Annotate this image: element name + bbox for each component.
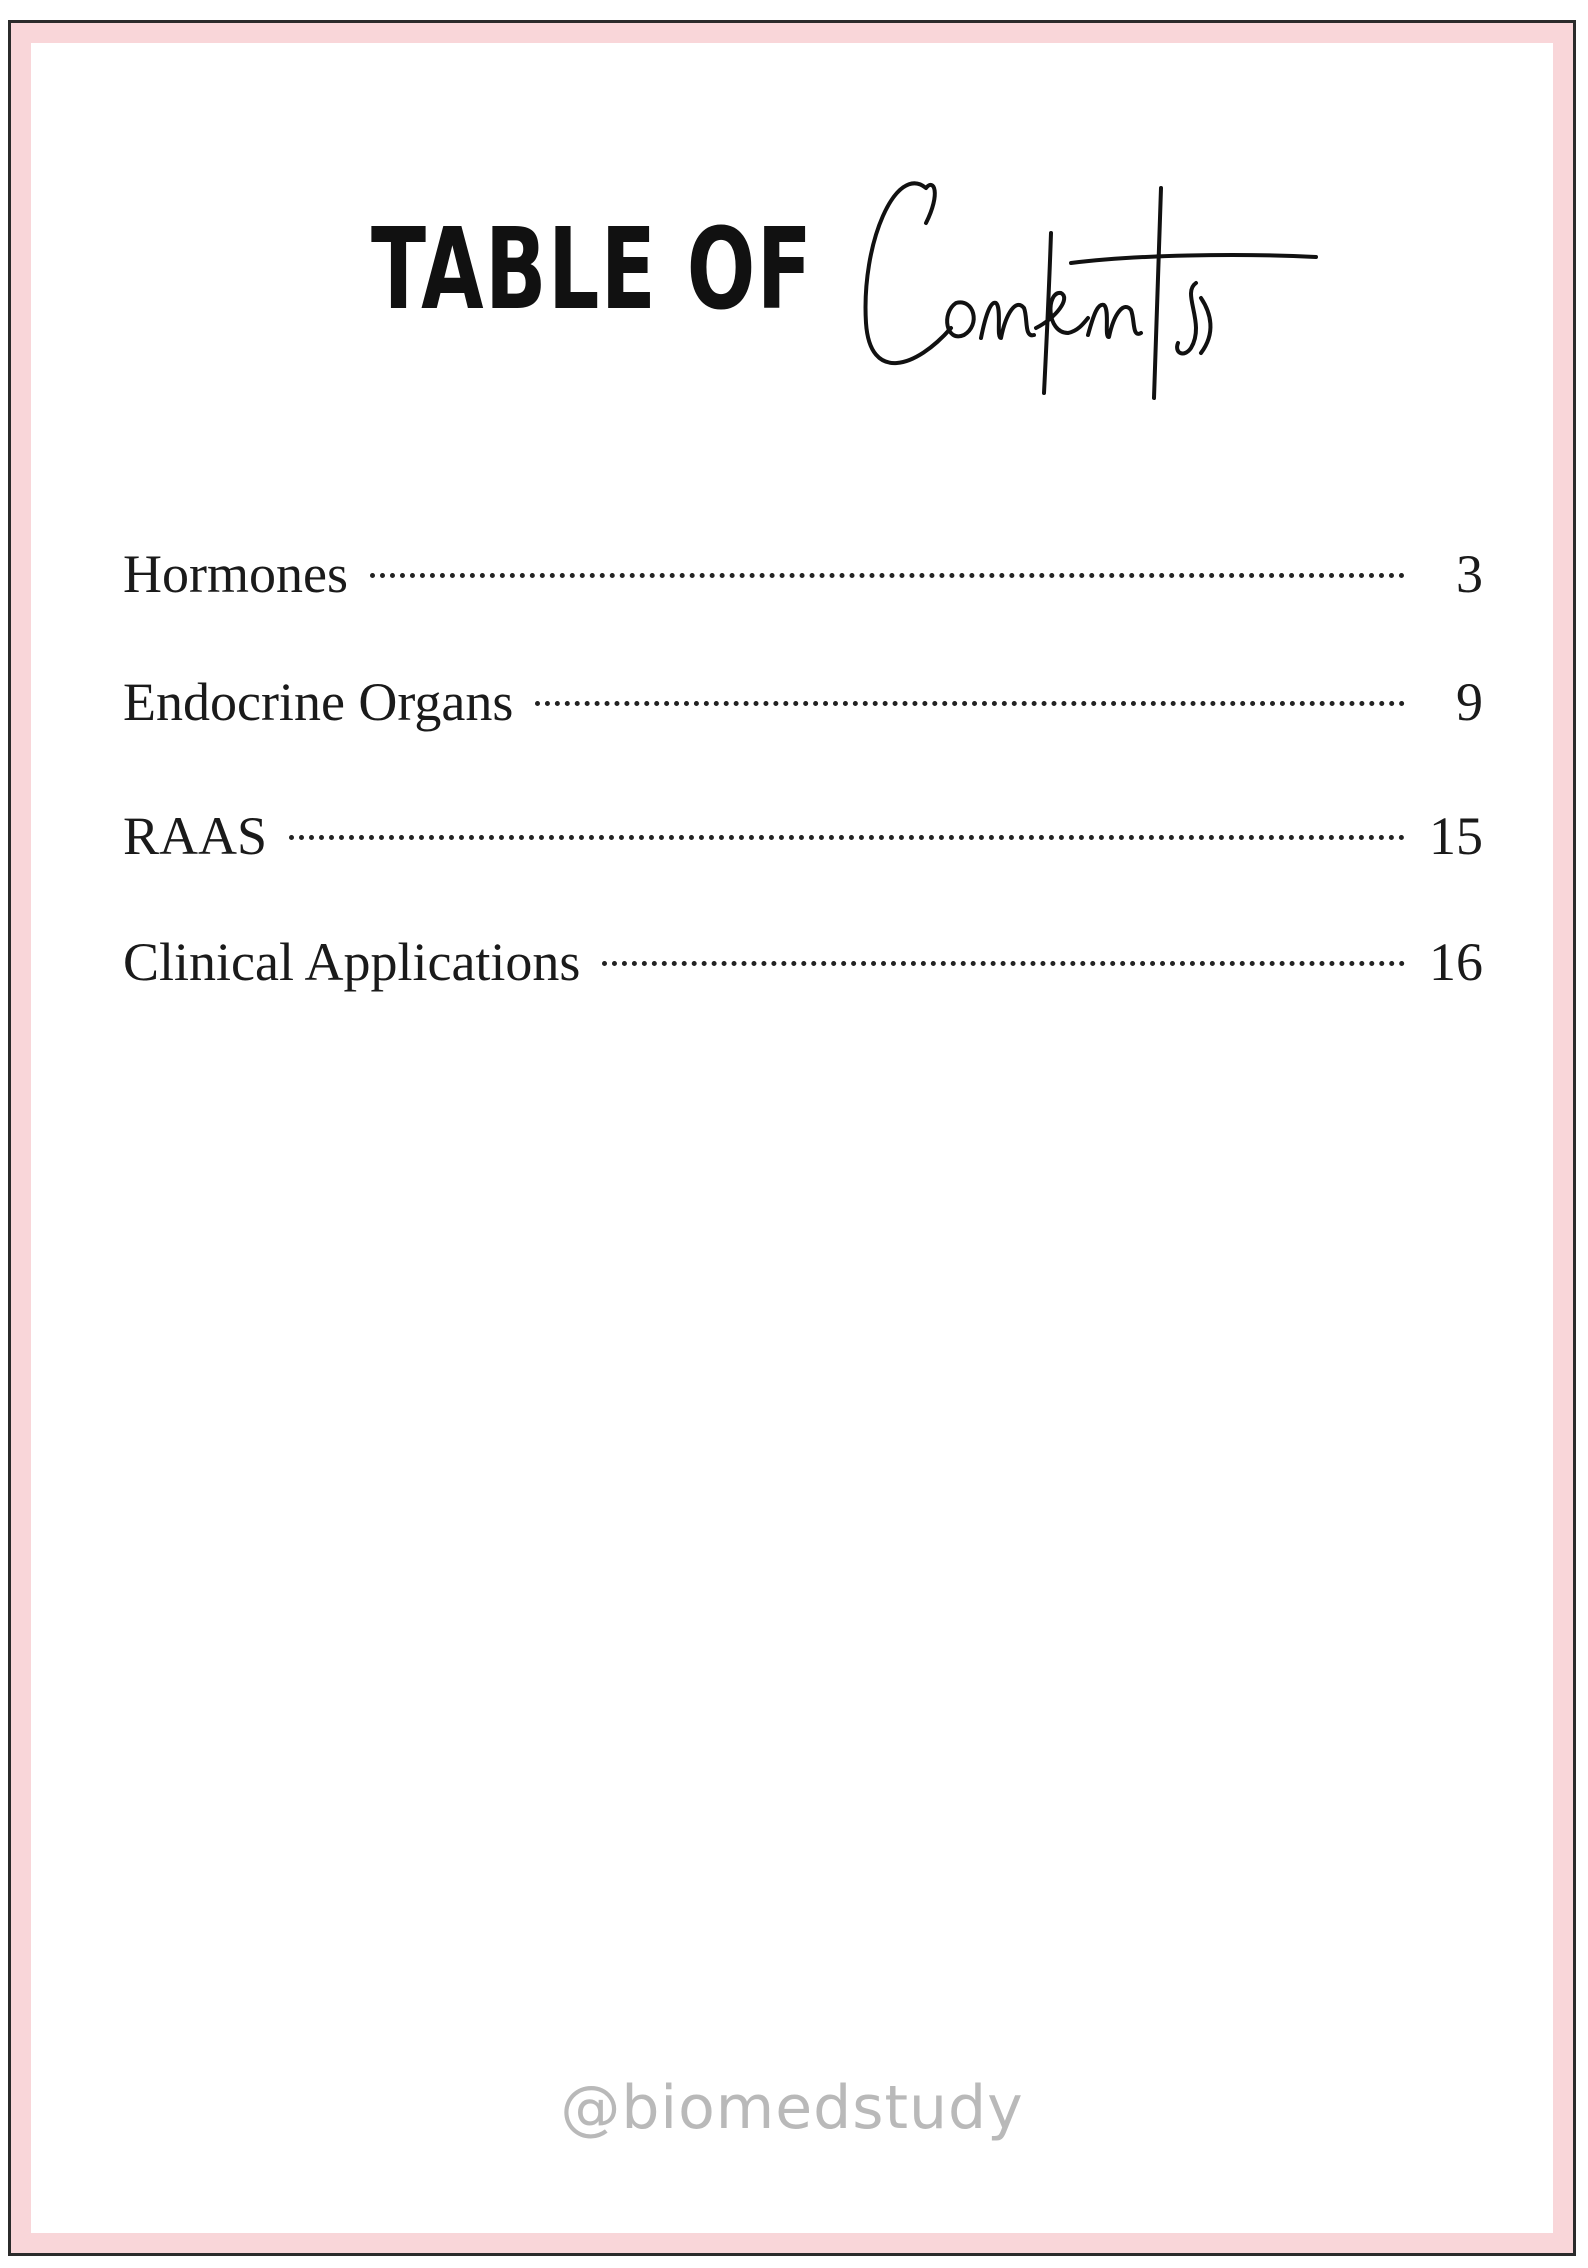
toc-dotted-leader — [370, 573, 1405, 578]
title-word-of: OF — [686, 205, 814, 335]
toc-entry-page: 15 — [1429, 806, 1483, 866]
toc-entry-label: Clinical Applications — [123, 932, 581, 992]
title-plain-text — [371, 205, 813, 335]
toc-entry-endocrine-organs[interactable] — [123, 671, 1483, 751]
toc-entry-label: Hormones — [123, 544, 348, 604]
footer-handle: @biomedstudy — [560, 2073, 1024, 2143]
title-script-text — [31, 153, 32, 154]
toc-entry-hormones[interactable] — [123, 543, 1483, 623]
toc-entry-label: Endocrine Organs — [123, 672, 514, 732]
title-script-word — [856, 153, 1326, 423]
page-content — [31, 43, 1553, 2233]
toc-dotted-leader — [535, 701, 1405, 706]
title-word-table: TABLE — [371, 205, 658, 335]
toc-entry-raas[interactable] — [123, 805, 1483, 885]
page-title — [31, 153, 1553, 423]
toc-dotted-leader — [602, 961, 1405, 966]
toc-entry-page: 9 — [1456, 672, 1483, 732]
toc-entry-page: 3 — [1456, 544, 1483, 604]
toc-entry-clinical-applications[interactable] — [123, 931, 1483, 1011]
page-frame — [8, 20, 1576, 2256]
toc-entry-label: RAAS — [123, 806, 268, 866]
toc-entry-page: 16 — [1429, 932, 1483, 992]
script-contents-lettering — [856, 153, 1326, 423]
toc-dotted-leader — [289, 835, 1405, 840]
